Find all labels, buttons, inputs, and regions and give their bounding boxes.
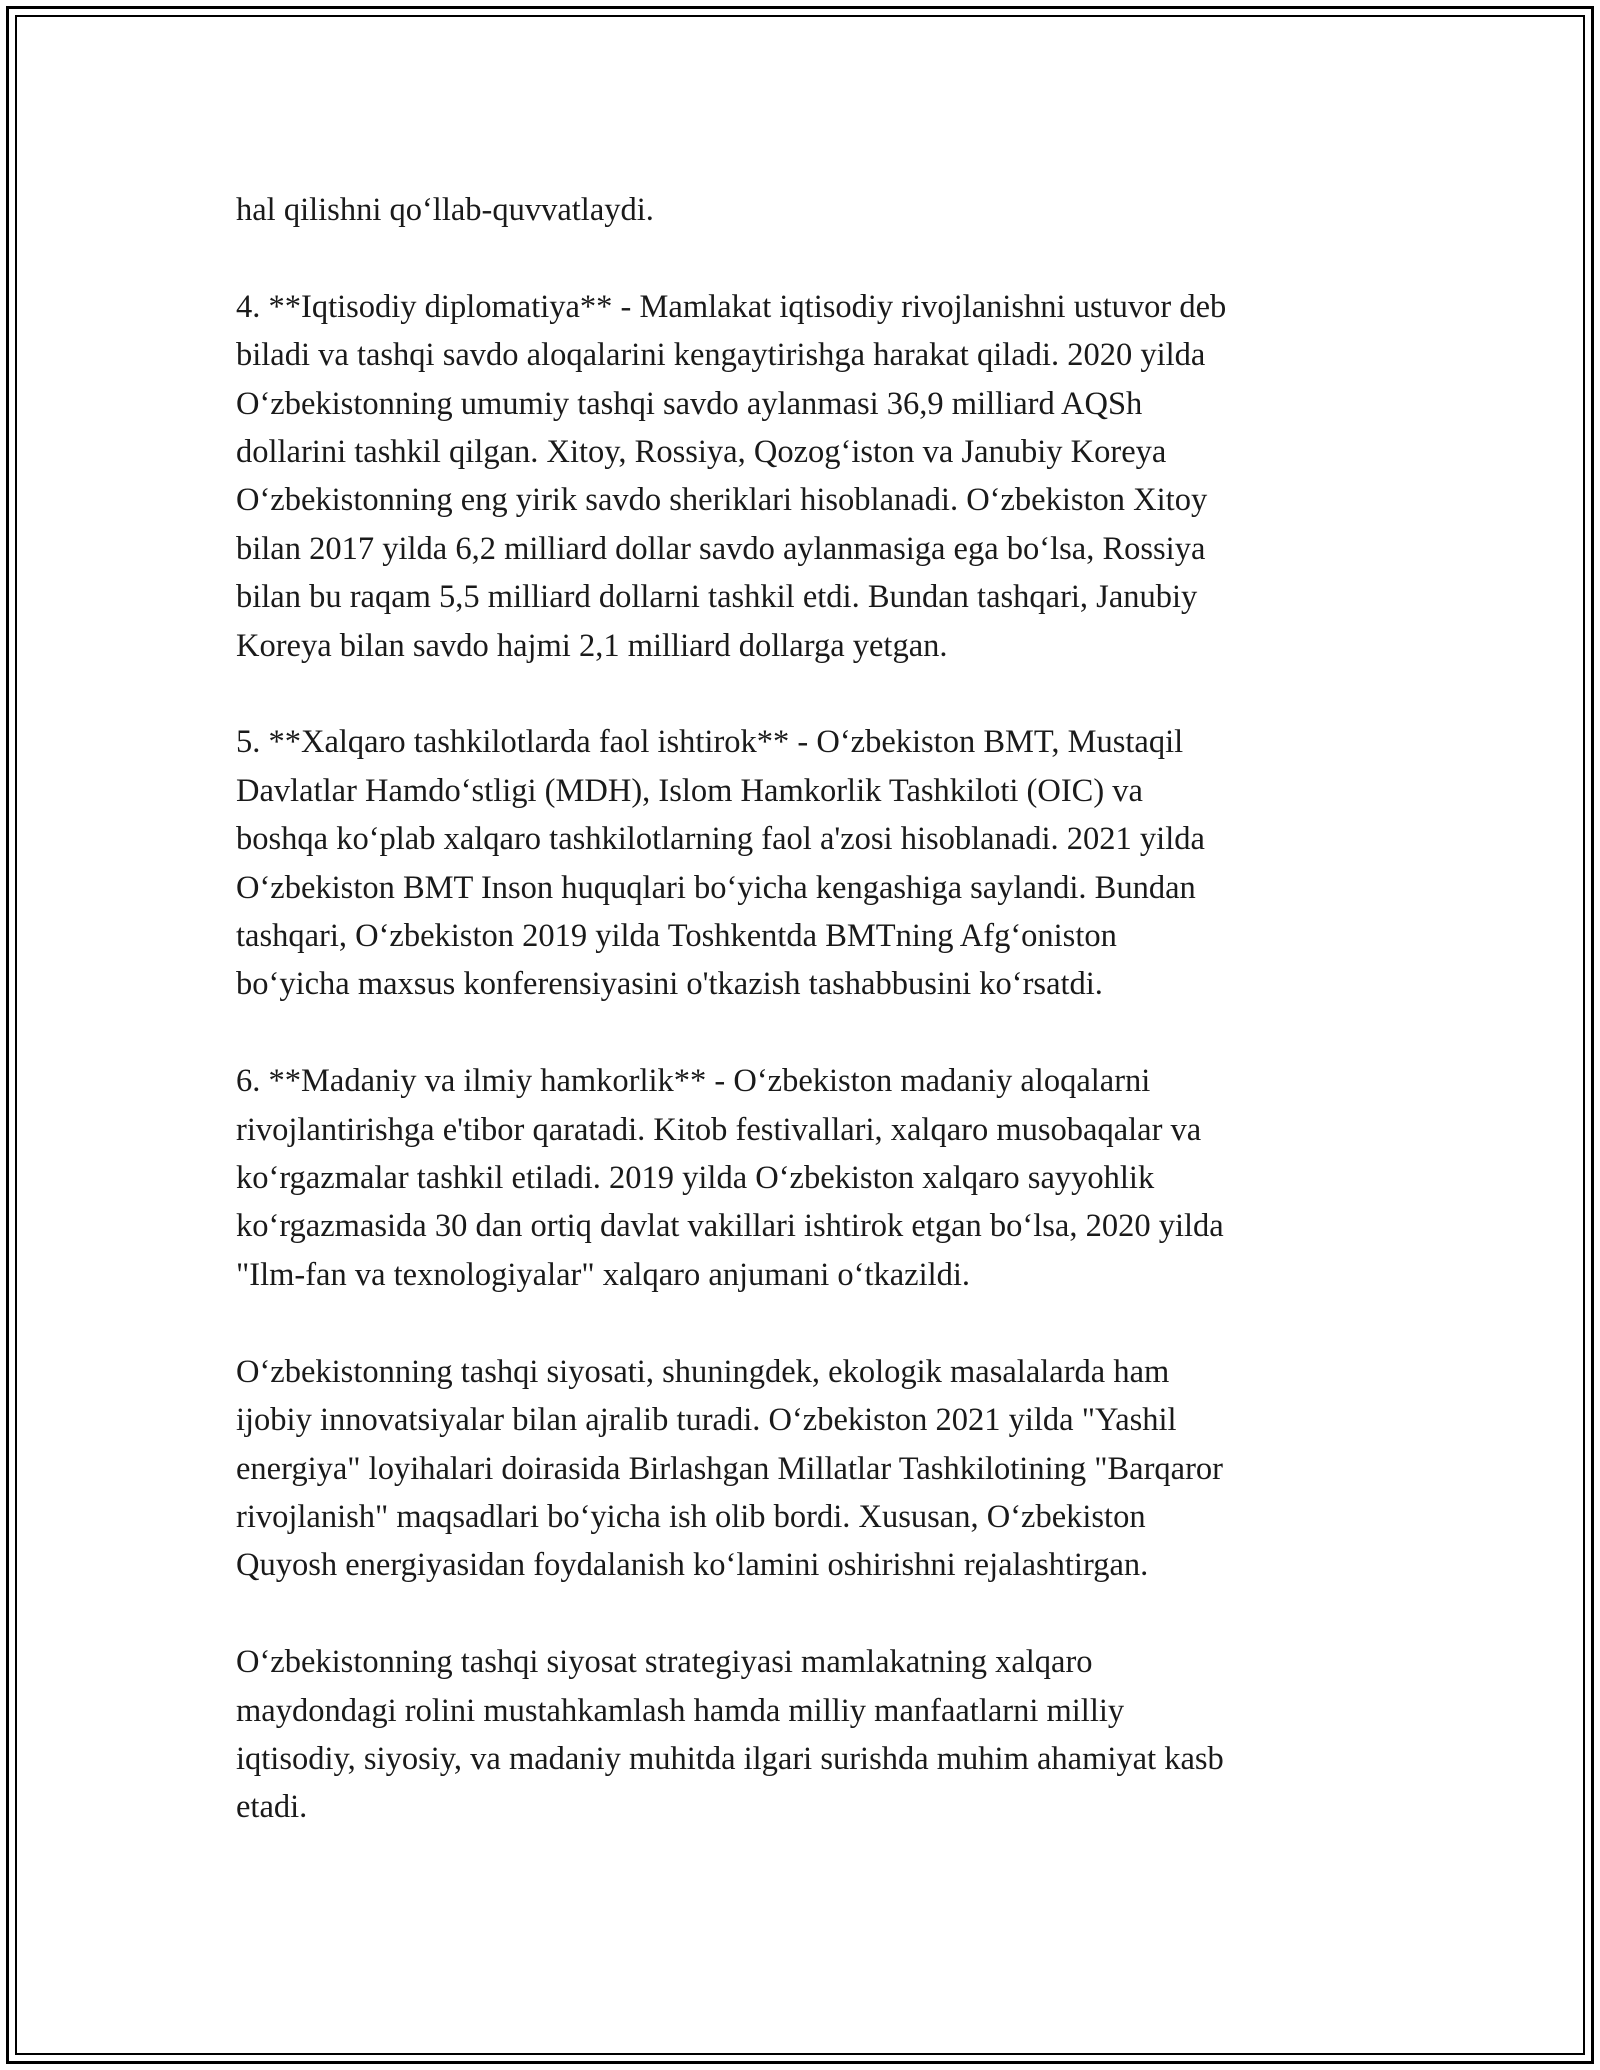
paragraph-international-organizations: 5. **Xalqaro tashkilotlarda faol ishtirok** - O‘zbekiston BMT, Mustaqil Davlatlar Hamdo‘stligi (MDH), Islom Hamkorlik Tashkiloti (OIC) va boshqa ko‘plab xalqaro tashkilotlarning faol a'zosi hisoblanadi. 2021 yilda O‘zbekiston BMT Inson huquqlari bo‘yicha kengashiga saylandi. Bundan tashqari, O‘zbekiston 2019 yilda Toshkentda BMTning Afg‘oniston bo‘yicha maxsus konferensiyasini o'tkazish tashabbusini ko‘rsatdi. xyxy=(236,724,1205,1003)
paragraph-continuation: hal qilishni qo‘llab-quvvatlaydi. xyxy=(236,192,654,228)
paragraph-economic-diplomacy: 4. **Iqtisodiy diplomatiya** - Mamlakat iqtisodiy rivojlanishni ustuvor deb biladi va tashqi savdo aloqalarini kengaytirishga harakat qiladi. 2020 yilda O‘zbekistonning umumiy tashqi savdo aylanmasi 36,9 milliard AQSh dollarini tashkil qilgan. Xitoy, Rossiya, Qozog‘iston va Janubiy Koreya O‘zbekistonning eng yirik savdo sheriklari hisoblanadi. O‘zbekiston Xitoy bilan 2017 yilda 6,2 milliard dollar savdo aylanmasiga ega bo‘lsa, Rossiya bilan bu raqam 5,5 milliard dollarni tashkil etdi. Bundan tashqari, Janubiy Koreya bilan savdo hajmi 2,1 milliard dollarga yetgan. xyxy=(236,288,1227,664)
paragraph-conclusion: O‘zbekistonning tashqi siyosat strategiyasi mamlakatning xalqaro maydondagi rolini mustahkamlash hamda milliy manfaatlarni milliy iqtisodiy, siyosiy, va madaniy muhitda ilgari surishda muhim ahamiyat kasb etadi. xyxy=(236,1644,1224,1826)
document-body xyxy=(236,186,1361,1832)
paragraph-ecology: O‘zbekistonning tashqi siyosati, shuningdek, ekologik masalalarda ham ijobiy innovatsiyalar bilan ajralib turadi. O‘zbekiston 2021 yilda "Yashil energiya" loyihalari doirasida Birlashgan Millatlar Tashkilotining "Barqaror rivojlanish" maqsadlari bo‘yicha ish olib bordi. Xususan, O‘zbekiston Quyosh energiyasidan foydalanish ko‘lamini oshirishni rejalashtirgan. xyxy=(236,1353,1223,1584)
paragraph-cultural-cooperation: 6. **Madaniy va ilmiy hamkorlik** - O‘zbekiston madaniy aloqalarni rivojlantirishga e'tibor qaratadi. Kitob festivallari, xalqaro musobaqalar va ko‘rgazmalar tashkil etiladi. 2019 yilda O‘zbekiston xalqaro sayyohlik ko‘rgazmasida 30 dan ortiq davlat vakillari ishtirok etgan bo‘lsa, 2020 yilda "Ilm-fan va texnologiyalar" xalqaro anjumani o‘tkazildi. xyxy=(236,1063,1224,1293)
